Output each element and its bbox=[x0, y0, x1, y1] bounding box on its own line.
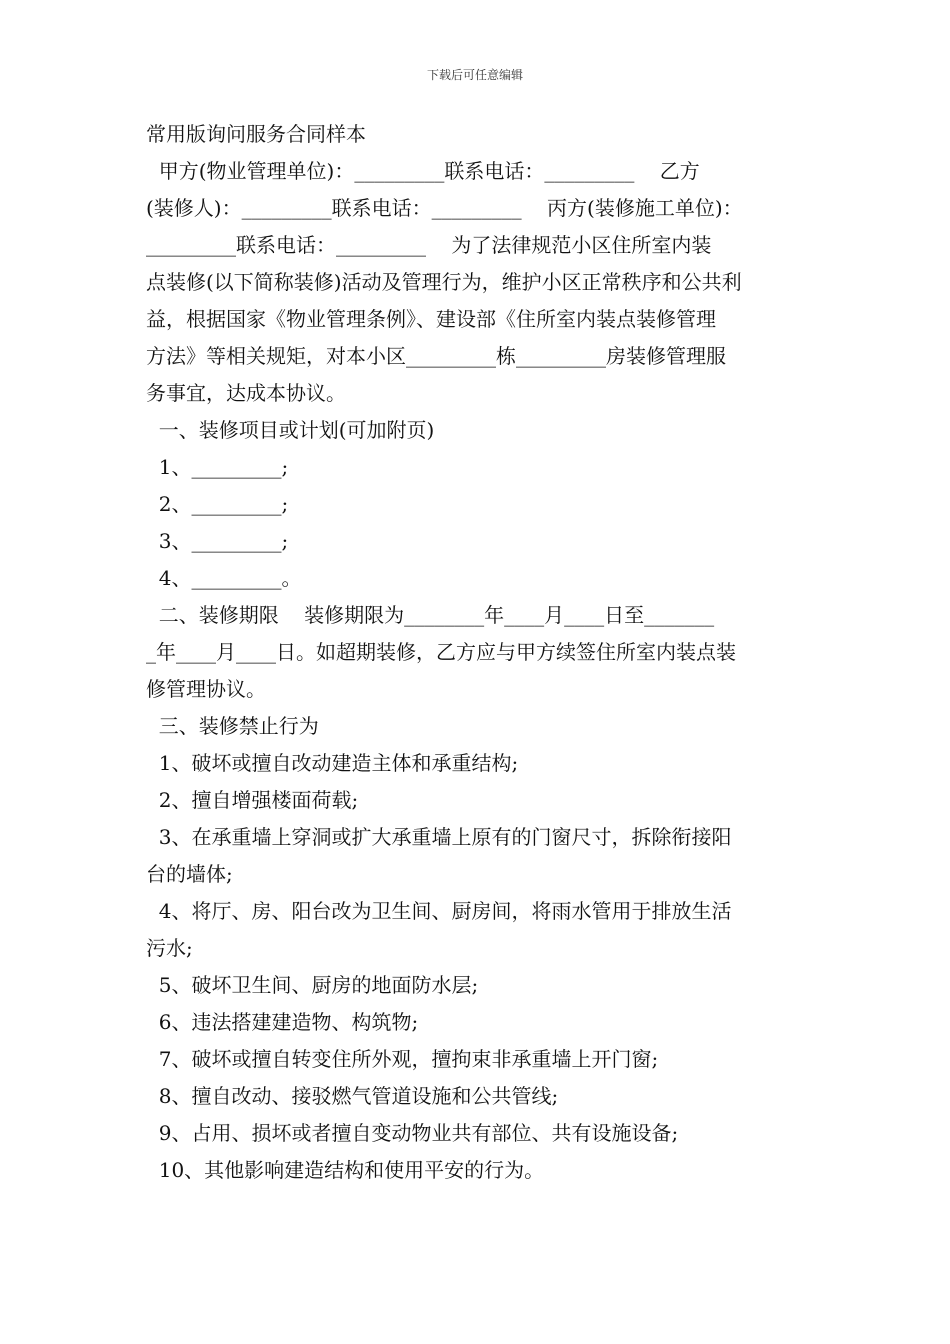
list-item: 3、_________; bbox=[146, 529, 289, 553]
list-item: 1、_________; bbox=[146, 455, 289, 479]
list-item: 5、破坏卫生间、厨房的地面防水层; bbox=[146, 973, 479, 997]
section-heading: 三、装修禁止行为 bbox=[146, 714, 319, 738]
list-item: 9、占用、损坏或者擅自变动物业共有部位、共有设施设备; bbox=[146, 1121, 679, 1145]
document-title: 常用版询问服务合同样本 bbox=[146, 122, 366, 146]
text-line: 修管理协议。 bbox=[146, 677, 266, 701]
text-line: (装修人)：_________联系电话：_________ 丙方(装修施工单位)： bbox=[146, 196, 743, 220]
text-line: 方法》等相关规矩，对本小区_________栋_________房装修管理服 bbox=[146, 344, 726, 368]
text-line: _________联系电话：_________ 为了法律规范小区住所室内装 bbox=[146, 233, 712, 257]
list-item: 3、在承重墙上穿洞或扩大承重墙上原有的门窗尺寸，拆除衔接阳 bbox=[146, 825, 732, 849]
text-line: _年____月____日。如超期装修，乙方应与甲方续签住所室内装点装 bbox=[146, 640, 736, 664]
list-item: 8、擅自改动、接驳燃气管道设施和公共管线; bbox=[146, 1084, 559, 1108]
section-heading: 一、装修项目或计划(可加附页) bbox=[146, 418, 435, 442]
list-item: 4、_________。 bbox=[146, 566, 302, 590]
text-line: 务事宜，达成本协议。 bbox=[146, 381, 346, 405]
list-item: 7、破坏或擅自转变住所外观，擅拘束非承重墙上开门窗; bbox=[146, 1047, 659, 1071]
text-line: 甲方(物业管理单位)：_________联系电话：_________ 乙方 bbox=[146, 159, 700, 183]
text-line: 益，根据国家《物业管理条例》、建设部《住所室内装点装修管理 bbox=[146, 307, 716, 331]
section-heading: 二、装修期限 装修期限为________年____月____日至_______ bbox=[146, 603, 715, 627]
list-item: 4、将厅、房、阳台改为卫生间、厨房间，将雨水管用于排放生活 bbox=[146, 899, 732, 923]
text-line: 污水; bbox=[146, 936, 193, 960]
list-item: 1、破坏或擅自改动建造主体和承重结构; bbox=[146, 751, 519, 775]
list-item: 2、_________; bbox=[146, 492, 289, 516]
page-header: 下载后可任意编辑 bbox=[426, 68, 523, 82]
list-item: 6、违法搭建建造物、构筑物; bbox=[146, 1010, 419, 1034]
list-item: 10、其他影响建造结构和使用平安的行为。 bbox=[146, 1158, 545, 1182]
list-item: 2、擅自增强楼面荷载; bbox=[146, 788, 359, 812]
text-line: 点装修(以下简称装修)活动及管理行为，维护小区正常秩序和公共利 bbox=[146, 270, 742, 294]
document-body bbox=[146, 116, 808, 1189]
text-line: 台的墙体; bbox=[146, 862, 233, 886]
